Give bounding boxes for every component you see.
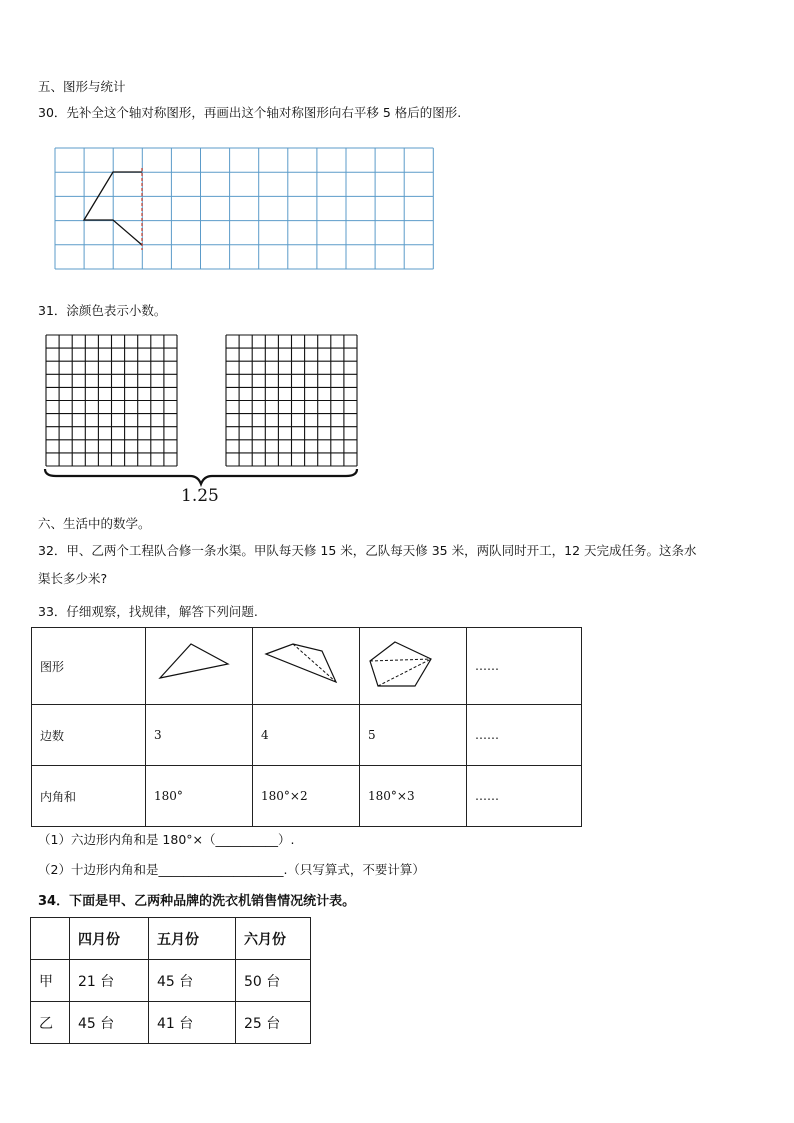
question-34-text: 34．下面是甲、乙两种品牌的洗衣机销售情况统计表。 <box>38 894 356 909</box>
table-header-cell: 五月份 <box>149 918 236 960</box>
table-header-row <box>31 918 311 960</box>
table-cell: 4 <box>253 705 360 766</box>
triangle-cell <box>146 628 253 705</box>
q33-pattern-table <box>31 627 582 827</box>
table-cell: 180° <box>146 766 253 827</box>
table-cell: 21 台 <box>70 960 149 1002</box>
q33-subquestion-2: （2）十边形内角和是____________________.（只写算式，不要计算） <box>38 862 425 877</box>
q31-brace <box>45 469 357 484</box>
table-cell: 5 <box>360 705 467 766</box>
table-row <box>31 960 311 1002</box>
question-33-text: 33．仔细观察，找规律，解答下列问题. <box>38 604 258 619</box>
table-cell: 25 台 <box>236 1002 311 1044</box>
table-cell: 180°×3 <box>360 766 467 827</box>
table-cell: 41 台 <box>149 1002 236 1044</box>
table-cell: 45 台 <box>149 960 236 1002</box>
table-cell: 3 <box>146 705 253 766</box>
question-32-line1: 32．甲、乙两个工程队合修一条水渠。甲队每天修 15 米，乙队每天修 35 米，两队同时开工，12 天完成任务。这条水 <box>38 543 697 558</box>
table-row <box>31 1002 311 1044</box>
table-cell: 180°×2 <box>253 766 360 827</box>
q31-value-label: 1.25 <box>181 486 219 506</box>
table-header-cell <box>31 918 70 960</box>
row-label: 边数 <box>32 705 146 766</box>
pentagon-cell <box>360 628 467 705</box>
table-header-cell: 六月份 <box>236 918 311 960</box>
table-row <box>32 628 582 705</box>
section-heading-5: 五、图形与统计 <box>38 79 126 94</box>
table-header-cell: 四月份 <box>70 918 149 960</box>
quadrilateral-cell <box>253 628 360 705</box>
row-label: 内角和 <box>32 766 146 827</box>
pentagon-icon <box>360 628 466 701</box>
q31-hundred-grids <box>0 0 794 520</box>
table-cell: 45 台 <box>70 1002 149 1044</box>
q33-subquestion-1: （1）六边形内角和是 180°×（__________）. <box>38 832 295 847</box>
table-row <box>32 705 582 766</box>
question-32-line2: 渠长多少米? <box>38 571 108 586</box>
quadrilateral-icon <box>253 628 359 701</box>
table-cell: …… <box>467 705 582 766</box>
section-heading-6: 六、生活中的数学。 <box>38 516 151 531</box>
triangle-icon <box>146 628 252 701</box>
row-label: 图形 <box>32 628 146 705</box>
question-30-text: 30．先补全这个轴对称图形，再画出这个轴对称图形向右平移 5 格后的图形. <box>38 105 462 120</box>
hundred-grid-1 <box>46 335 177 466</box>
table-row <box>32 766 582 827</box>
ellipsis-cell: …… <box>467 628 582 705</box>
q34-sales-table <box>30 917 311 1044</box>
table-cell: 甲 <box>31 960 70 1002</box>
hundred-grid-2 <box>226 335 357 466</box>
table-cell: 乙 <box>31 1002 70 1044</box>
table-cell: 50 台 <box>236 960 311 1002</box>
table-cell: …… <box>467 766 582 827</box>
question-31-text: 31．涂颜色表示小数。 <box>38 303 167 318</box>
